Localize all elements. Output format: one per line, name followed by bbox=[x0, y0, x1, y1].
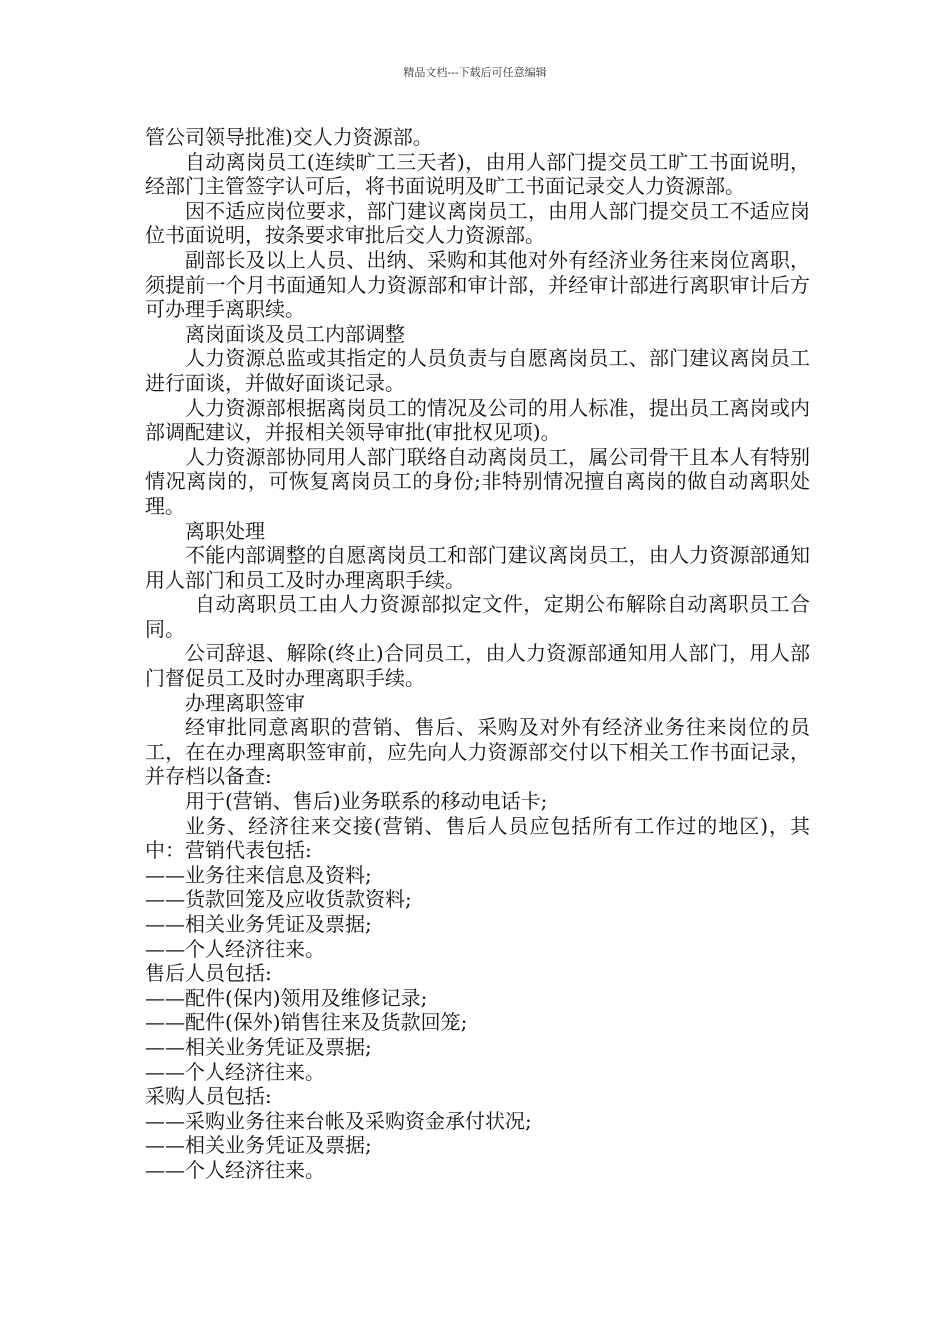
list-item: ——个人经济往来。 bbox=[145, 1059, 325, 1084]
list-item: ——采购业务往来台帐及采购资金承付状况; bbox=[145, 1108, 532, 1133]
list-item: ——相关业务凭证及票据; bbox=[145, 1034, 372, 1059]
paragraph: 不能内部调整的自愿离岗员工和部门建议离岗员工，由人力资源部通知用人部门和员工及时办理离职手续。 bbox=[145, 543, 810, 592]
list-heading: 采购人员包括: bbox=[145, 1084, 272, 1109]
paragraph: 业务、经济往来交接(营销、售后人员应包括所有工作过的地区)，其中：营销代表包括: bbox=[145, 813, 810, 863]
section-heading: 办理离职签审 bbox=[185, 690, 305, 715]
paragraph: 自动离岗员工(连续旷工三天者)，由用人部门提交员工旷工书面说明，经部门主管签字认可后，将书面说明及旷工书面记录交人力资源部。 bbox=[145, 149, 810, 199]
list-item: ——业务往来信息及资料; bbox=[145, 862, 372, 887]
paragraph: 经审批同意离职的营销、售后、采购及对外有经济业务往来岗位的员工，在在办理离职签审前，应先向人力资源部交付以下相关工作书面记录，并存档以备查: bbox=[145, 715, 810, 789]
section-heading: 离岗面谈及员工内部调整 bbox=[185, 321, 405, 346]
list-item: ——相关业务凭证及票据; bbox=[145, 1133, 372, 1158]
page-header: 精品文档---下载后可任意编辑 bbox=[403, 66, 547, 79]
list-item: ——相关业务凭证及票据; bbox=[145, 912, 372, 936]
paragraph: 人力资源总监或其指定的人员负责与自愿离岗员工、部门建议离岗员工进行面谈，并做好面谈记录。 bbox=[145, 346, 810, 395]
section-heading: 离职处理 bbox=[185, 518, 265, 543]
paragraph: 公司辞退、解除(终止)合同员工，由人力资源部通知用人部门，用人部门督促员工及时办理离职手续。 bbox=[145, 641, 810, 691]
list-item: ——个人经济往来。 bbox=[145, 936, 325, 961]
paragraph: 人力资源部根据离岗员工的情况及公司的用人标准，提出员工离岗或内部调配建议，并报相关领导审批(审批权见项)。 bbox=[145, 395, 810, 445]
paragraph: 副部长及以上人员、出纳、采购和其他对外有经济业务往来岗位离职，须提前一个月书面通知人力资源部和审计部，并经审计部进行离职审计后方可办理手离职续。 bbox=[145, 247, 810, 322]
paragraph: 管公司领导批准)交人力资源部。 bbox=[145, 125, 433, 149]
list-item: ——个人经济往来。 bbox=[145, 1157, 325, 1182]
list-heading: 售后人员包括: bbox=[145, 961, 272, 986]
paragraph: 自动离职员工由人力资源部拟定文件，定期公布解除自动离职员工合同。 bbox=[145, 592, 810, 641]
document-body bbox=[145, 125, 810, 1183]
list-item: ——配件(保外)销售往来及货款回笼; bbox=[145, 1010, 468, 1035]
list-item: ——配件(保内)领用及维修记录; bbox=[145, 985, 428, 1010]
list-item: ——货款回笼及应收货款资料; bbox=[145, 887, 412, 912]
paragraph: 用于(营销、售后)业务联系的移动电话卡; bbox=[185, 789, 548, 814]
paragraph: 人力资源部协同用人部门联络自动离岗员工，属公司骨干且本人有特别情况离岗的，可恢复离岗员工的身份;非特别情况擅自离岗的做自动离职处理。 bbox=[145, 444, 810, 518]
paragraph: 因不适应岗位要求，部门建议离岗员工，由用人部门提交员工不适应岗位书面说明，按条要求审批后交人力资源部。 bbox=[145, 198, 810, 248]
